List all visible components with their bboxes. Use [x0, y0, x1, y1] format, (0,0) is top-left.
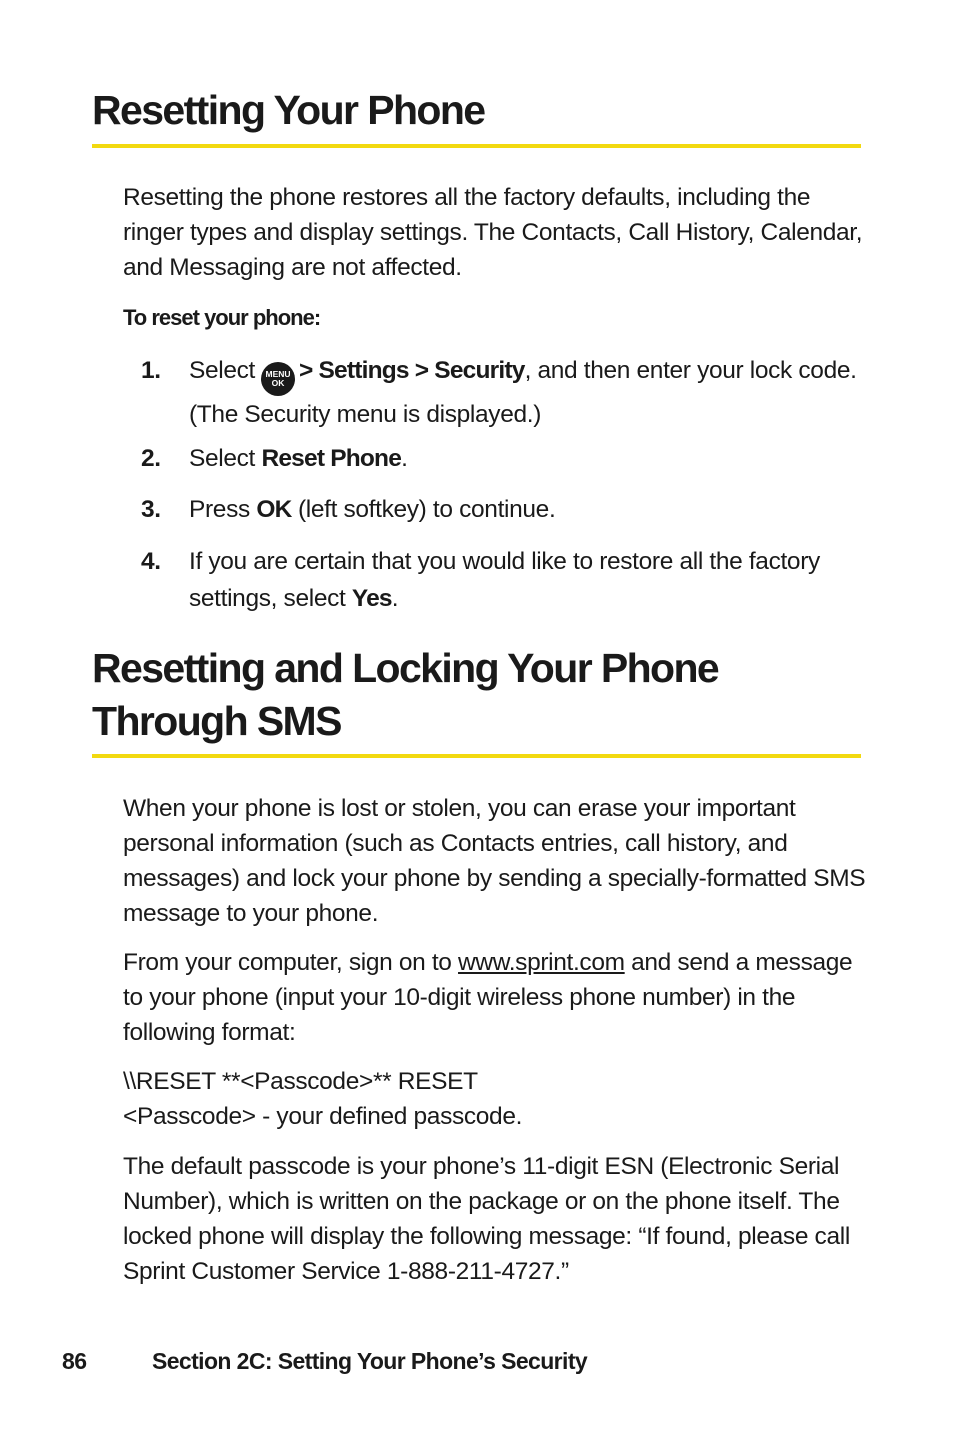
- step-keyword: OK: [256, 496, 292, 523]
- step-number: 3.: [141, 496, 161, 523]
- step-keyword: Yes: [351, 585, 392, 612]
- step-text: Select: [189, 445, 262, 472]
- format-note: <Passcode> - your defined passcode.: [123, 1103, 523, 1130]
- section-title-sms: Resetting and Locking Your Phone Through SMS: [92, 645, 719, 744]
- intro-paragraph: Resetting the phone restores all the factory defaults, including the ringer types and display settings. The Contacts, Call History, Calendar, and Messaging are not affected.: [123, 184, 863, 281]
- step-keyword: Reset Phone: [261, 445, 402, 472]
- title-underline: [92, 754, 861, 758]
- step-3: 3. Press OK (left softkey) to continue.: [123, 491, 868, 528]
- procedure-heading: To reset your phone:: [123, 305, 321, 330]
- step-number: 2.: [141, 445, 161, 472]
- sprint-website-link[interactable]: www.sprint.com: [458, 949, 625, 976]
- step-2: 2. Select Reset Phone.: [123, 440, 868, 477]
- footer-section-title: Section 2C: Setting Your Phone’s Security: [152, 1348, 588, 1374]
- title-underline: [92, 144, 861, 148]
- step-1: [123, 352, 868, 433]
- menu-ok-icon: MENU OK: [261, 362, 295, 396]
- sms-format: [123, 1064, 868, 1134]
- section-title-resetting: Resetting Your Phone: [92, 87, 485, 133]
- format-command: \\RESET **<Passcode>** RESET: [123, 1068, 478, 1095]
- step-text: , and then enter your lock code. (The Security menu is displayed.): [189, 357, 857, 428]
- page-number: 86: [62, 1348, 87, 1374]
- sms-intro-paragraph: When your phone is lost or stolen, you can erase your important personal information (such as Contacts entries, call history, and messages) and lock your phone by sending a specially-formatted SMS message to your phone.: [123, 795, 866, 927]
- step-text: Press: [189, 496, 257, 523]
- step-text: If you are certain that you would like to restore all the factory settings, select: [189, 548, 820, 612]
- default-passcode-paragraph: The default passcode is your phone’s 11-digit ESN (Electronic Serial Number), which is written on the package or on the phone itself. The locked phone will display the following message: “If found, please call Sprint Customer Service 1-888-211-4727.”: [123, 1153, 850, 1285]
- step-number: 4.: [141, 548, 161, 575]
- step-text: Select: [189, 357, 255, 384]
- step-4: 4. If you are certain that you would like to restore all the factory settings, select Yes.: [123, 543, 868, 617]
- menu-path: > Settings > Security: [299, 357, 525, 384]
- step-number: 1.: [141, 357, 161, 384]
- sms-instructions-paragraph: From your computer, sign on to www.sprint.com and send a message to your phone (input your 10-digit wireless phone number) in the following format:: [123, 949, 853, 1046]
